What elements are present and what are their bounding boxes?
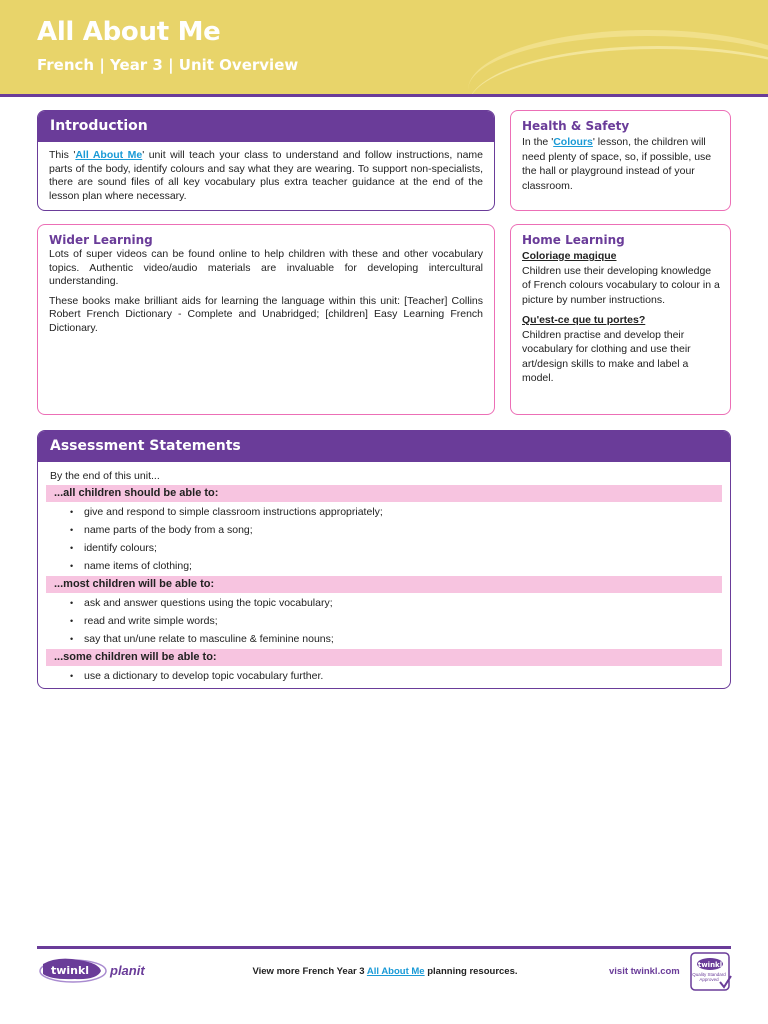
health-safety-text [522, 135, 720, 193]
health-safety-text-start: In the ' [522, 136, 554, 148]
list-item: • name items of clothing; [70, 557, 722, 575]
colours-lesson-link[interactable]: Colours [553, 136, 593, 148]
assessment-panel [37, 430, 731, 689]
page-subtitle: French | Year 3 | Unit Overview [37, 56, 299, 74]
all-children-band: ...all children should be able to: [46, 485, 722, 502]
badge-caption: Quality Standard Approved [692, 972, 726, 982]
page-header [0, 0, 768, 95]
header-divider [0, 94, 768, 97]
list-item: • name parts of the body from a song; [70, 521, 722, 539]
visit-twinkl-link[interactable]: visit twinkl.com [609, 966, 680, 977]
footer-text-end: planning resources. [424, 966, 518, 977]
wider-learning-panel [37, 224, 495, 415]
footer-text-start: View more French Year 3 [252, 966, 367, 977]
footer-planning-text [190, 966, 580, 977]
all-children-list [70, 503, 722, 575]
list-item: • say that un/une relate to masculine & feminine nouns; [70, 630, 722, 648]
badge-caption-wrap [692, 972, 726, 988]
introduction-text-start: This ' [49, 149, 76, 161]
most-children-band: ...most children will be able to: [46, 576, 722, 593]
list-item: • use a dictionary to develop topic vocabulary further. [70, 667, 722, 685]
quest-ce-que-tu-portes-link[interactable]: Qu'est-ce que tu portes? [522, 314, 646, 326]
list-item: • read and write simple words; [70, 612, 722, 630]
introduction-heading: Introduction [38, 111, 494, 142]
most-children-list [70, 594, 722, 648]
all-about-me-link[interactable]: All About Me [75, 149, 143, 161]
coloriage-magique-text: Children use their developing knowledge of French colours vocabulary to colour in a picture by number instructions. [522, 264, 720, 306]
planit-label: planit [110, 963, 145, 978]
list-item: • ask and answer questions using the topic vocabulary; [70, 594, 722, 612]
coloriage-magique-link[interactable]: Coloriage magique [522, 250, 617, 262]
health-safety-panel [510, 110, 731, 211]
home-learning-panel [510, 224, 731, 415]
health-safety-heading: Health & Safety [522, 119, 630, 133]
footer-all-about-me-link[interactable]: All About Me [366, 966, 425, 977]
wider-learning-paragraph-1: Lots of super videos can be found online to help children with these and other vocabulary topics. Authentic video/audio materials are invaluable for developing intercultural understanding. [49, 248, 483, 287]
assessment-heading: Assessment Statements [38, 431, 730, 462]
list-item: • give and respond to simple classroom instructions appropriately; [70, 503, 722, 521]
some-children-band: ...some children will be able to: [46, 649, 722, 666]
introduction-text-end: ' unit will teach your class to understand and follow instructions, name parts of the body, identify colours and say what they are wearing. To support non-specialists, there are sound files of all key vocabulary plus extra teacher guidance at the end of the lesson plan where necessary. [49, 149, 483, 202]
logo-text: twinkl [50, 964, 90, 977]
quality-standard-badge [690, 952, 732, 992]
home-learning-heading: Home Learning [522, 233, 625, 247]
badge-title: twinkl [697, 961, 723, 969]
twinkl-logo[interactable] [37, 954, 109, 986]
assessment-lead: By the end of this unit... [50, 470, 160, 482]
footer-divider [37, 946, 731, 949]
health-safety-text-end: ' lesson, the children will need plenty of space, so, if possible, use the hall or playground instead of your classroom. [522, 136, 712, 192]
wider-learning-heading: Wider Learning [49, 233, 153, 247]
quest-ce-que-tu-portes-text: Children practise and develop their vocabulary for clothing and use their art/design skills to make and label a model. [522, 328, 691, 384]
some-children-list [70, 667, 722, 685]
page-title: All About Me [37, 17, 221, 47]
list-item: • identify colours; [70, 539, 722, 557]
wider-learning-paragraph-2: These books make brilliant aids for learning the language within this unit: [Teacher] Collins Robert French Dictionary - Complete and Unabridged; [children] Easy Learning French Dictionary. [49, 294, 483, 334]
introduction-panel [37, 110, 495, 211]
introduction-text [49, 149, 483, 203]
